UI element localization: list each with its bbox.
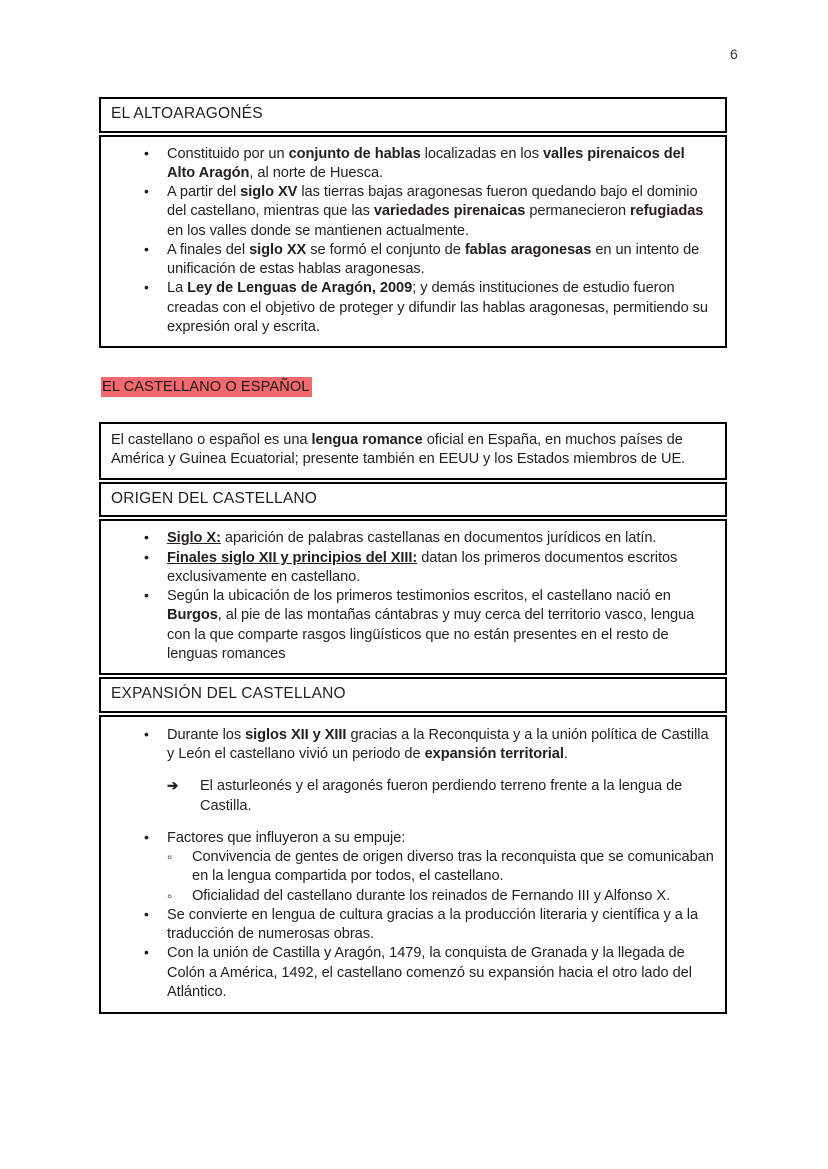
expansion-header: EXPANSIÓN DEL CASTELLANO [111, 685, 346, 703]
altoaragones-list [111, 145, 715, 338]
list-item: ➔ El asturleonés y el aragonés fueron perdiendo terreno frente a la lengua de Castilla. [167, 777, 715, 816]
expansion-body [101, 717, 725, 1012]
origen-list [111, 529, 715, 664]
list-item: ◦ Oficialidad del castellano durante los reinados de Fernando III y Alfonso X. [167, 887, 715, 906]
altoaragones-header-box [99, 97, 727, 133]
expansion-body-box [99, 715, 727, 1014]
list-item: • Constituido por un conjunto de hablas localizadas en los valles pirenaicos del Alto Aragón, al norte de Huesca. [111, 145, 715, 184]
expansion-sublist [167, 848, 715, 906]
expansion-arrow-list [167, 777, 715, 816]
page-number: 6 [730, 46, 738, 62]
list-item: • Siglo X: aparición de palabras castellanas en documentos jurídicos en latín. [111, 529, 715, 548]
list-item [111, 829, 715, 906]
origen-header: ORIGEN DEL CASTELLANO [111, 489, 318, 507]
altoaragones-header: EL ALTOARAGONÉS [111, 105, 263, 122]
altoaragones-body-box [99, 135, 727, 349]
list-item: • Según la ubicación de los primeros testimonios escritos, el castellano nació en Burgos, al pie de las montañas cántabras y muy cerca del territorio vasco, lengua con la que comparte rasgos lingüísticos que no están presentes en el resto de lenguas romances [111, 587, 715, 664]
list-item: • La Ley de Lenguas de Aragón, 2009; y demás instituciones de estudio fueron creadas con el objetivo de proteger y difundir las hablas aragonesas, permitiendo su expresión oral y escrita. [111, 279, 715, 337]
highlighted-heading [101, 378, 312, 398]
list-item: ◦ Convivencia de gentes de origen diverso tras la reconquista que se comunicaban en la lengua compartida por todos, el castellano. [167, 848, 715, 887]
origen-body [101, 521, 725, 673]
list-item: • Se convierte en lengua de cultura gracias a la producción literaria y científica y a la traducción de numerosas obras. [111, 906, 715, 945]
list-item: • Finales siglo XII y principios del XIII: datan los primeros documentos escritos exclusivamente en castellano. [111, 549, 715, 588]
origen-header-box [99, 482, 727, 518]
castellano-intro-text: El castellano o español es una lengua romance oficial en España, en muchos países de América y Guinea Ecuatorial; presente también en EEUU y los Estados miembros de UE. [111, 432, 686, 468]
origen-body-box [99, 519, 727, 675]
expansion-header-box [99, 677, 727, 713]
altoaragones-body [101, 137, 725, 347]
expansion-list [111, 726, 715, 1002]
section-altoaragones [99, 97, 727, 348]
highlighted-heading-text: EL CASTELLANO O ESPAÑOL [102, 379, 310, 395]
list-item: • A finales del siglo XX se formó el conjunto de fablas aragonesas en un intento de unificación de estas hablas aragonesas. [111, 241, 715, 280]
list-item: • Con la unión de Castilla y Aragón, 1479, la conquista de Granada y la llegada de Colón a América, 1492, el castellano comenzó su expansión hacia el otro lado del Atlántico. [111, 944, 715, 1002]
expansion-item1-text: Durante los siglos XII y XIII gracias a la Reconquista y a la unión política de Castilla y León el castellano vivió un periodo de expansión territorial. [167, 726, 709, 762]
castellano-intro-body [101, 424, 725, 478]
section-castellano [99, 422, 727, 1014]
expansion-item2-text: Factores que influyeron a su empuje: [167, 829, 406, 846]
list-item: • A partir del siglo XV las tierras bajas aragonesas fueron quedando bajo el dominio del castellano, mientras que las variedades pirenaicas permanecieron refugiadas en los valles donde se mantienen actualmente. [111, 183, 715, 241]
castellano-intro-box [99, 422, 727, 480]
list-item [111, 726, 715, 816]
